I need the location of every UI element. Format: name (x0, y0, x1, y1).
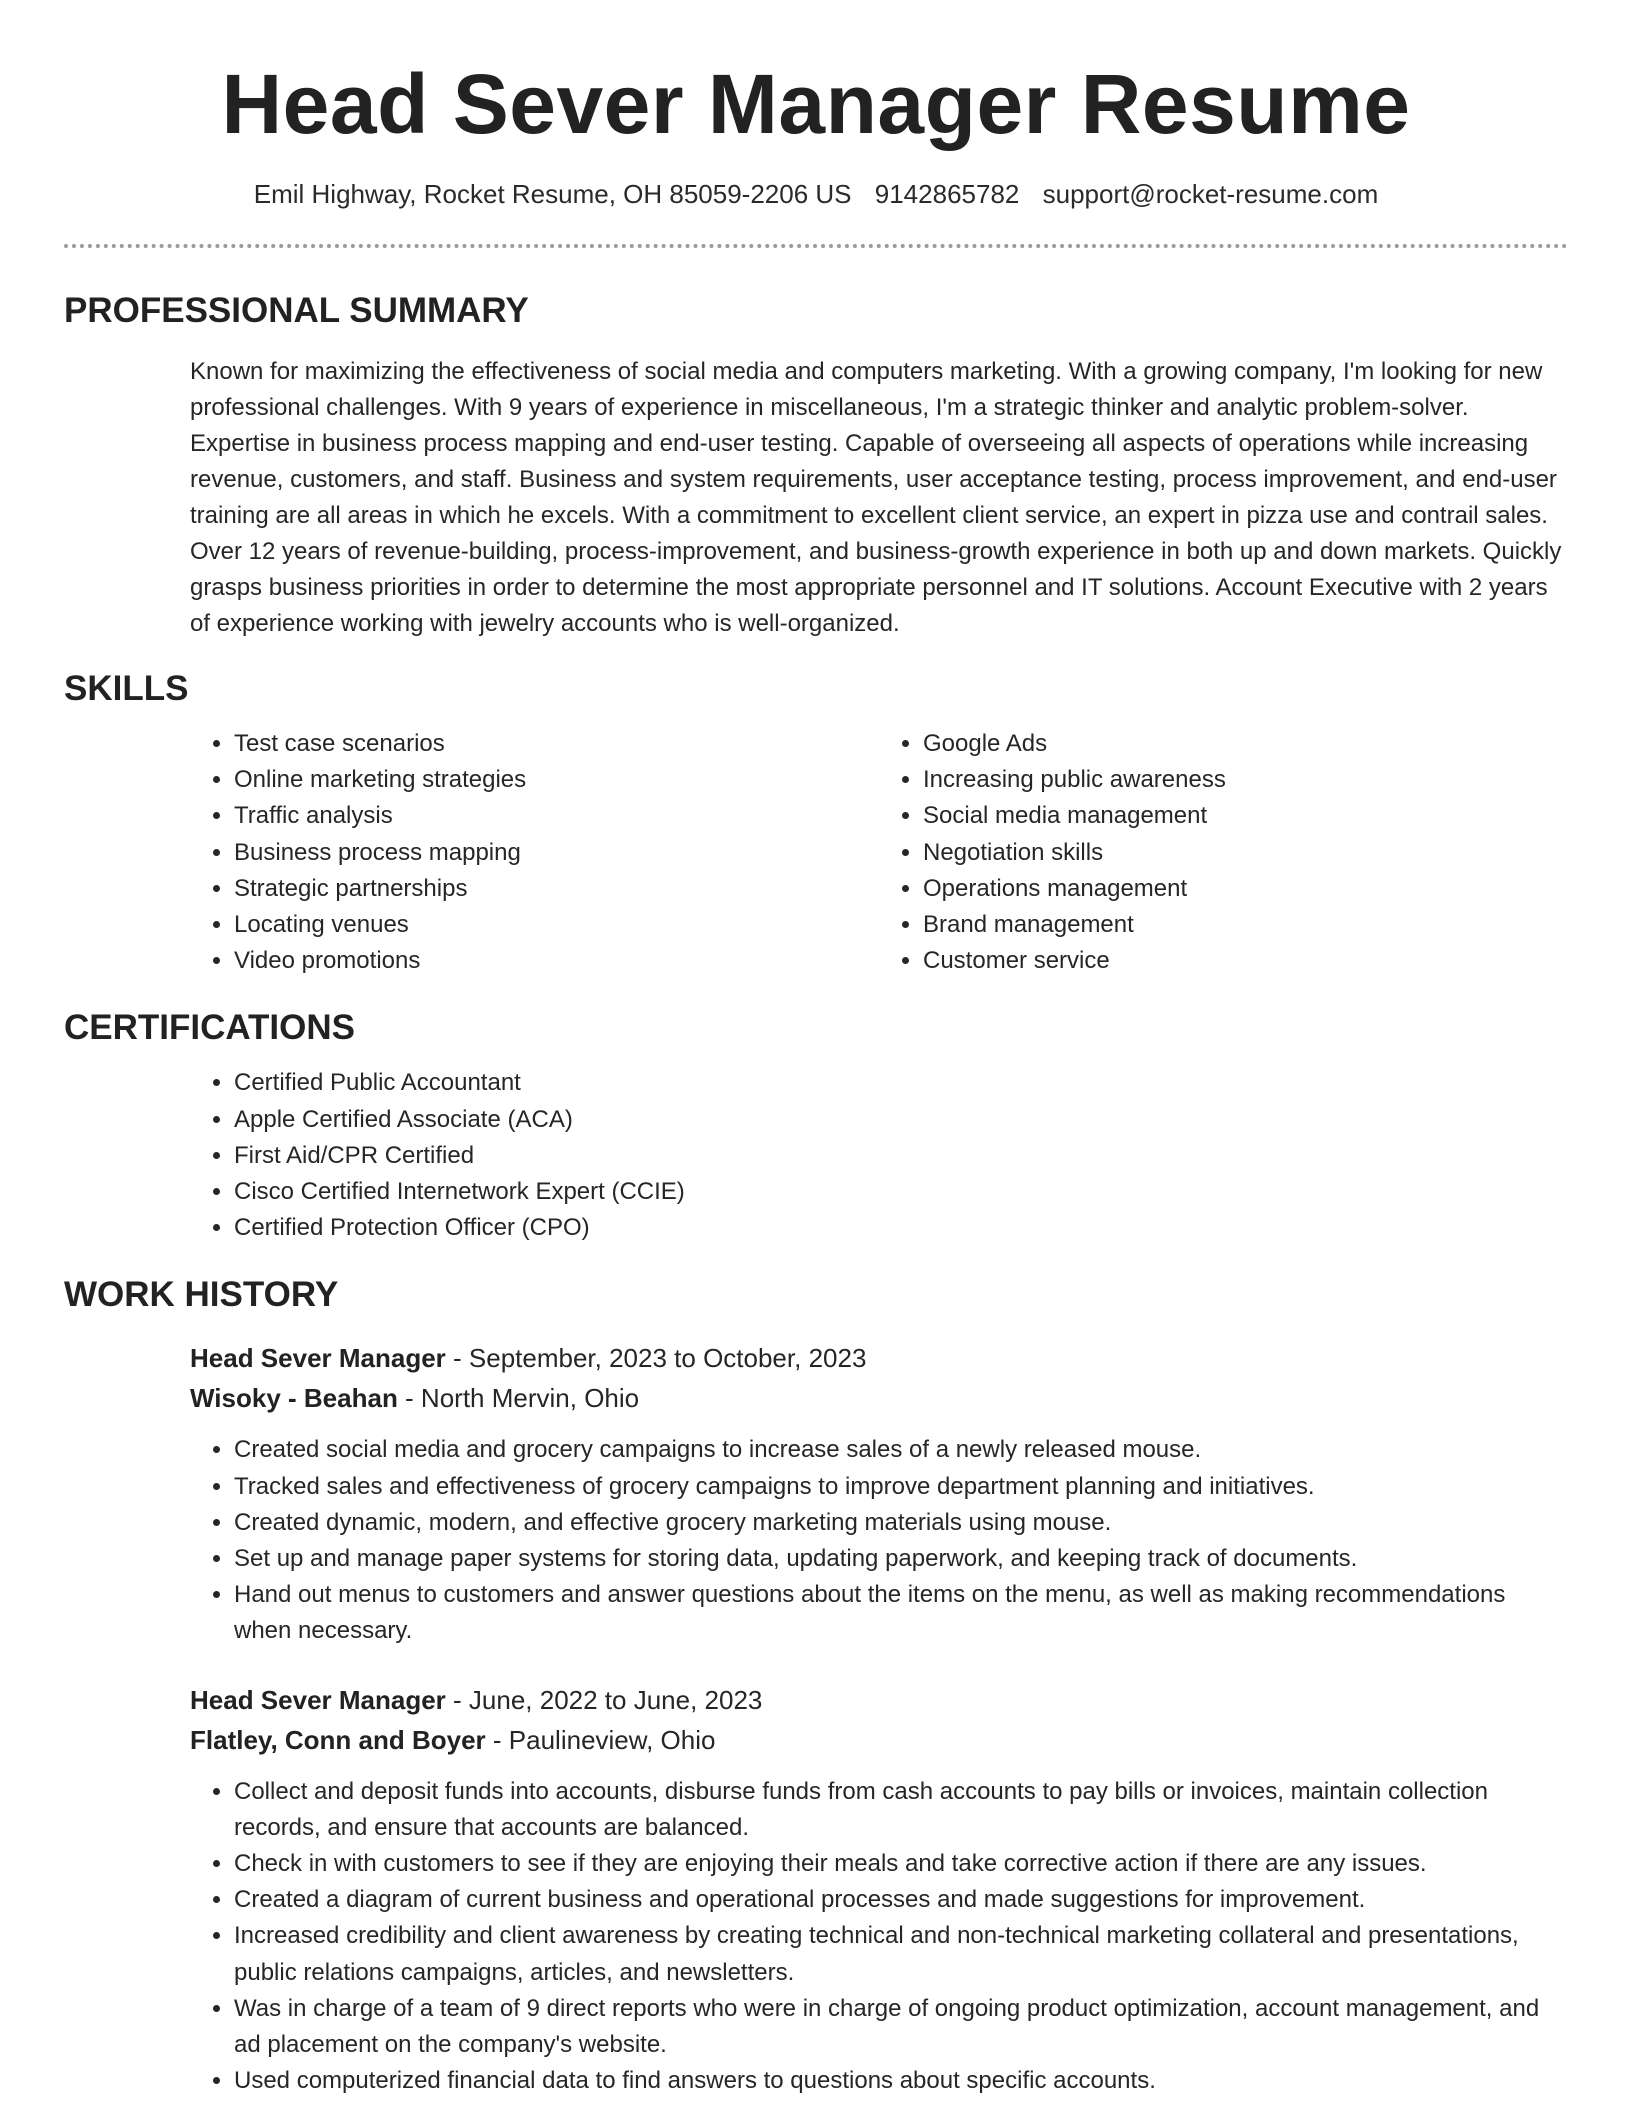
skills-list-left (190, 726, 879, 979)
summary-text: Known for maximizing the effectiveness of social media and computers marketing. With a growing company, I'm looking for new professional challenges. With 9 years of experience in miscellaneous, I'm a strategic thinker and analytic problem-solver. Expertise in business process mapping and end-user testing. Capable of overseeing all aspects of operations while increasing revenue, customers, and staff. Business and system requirements, user acceptance testing, process improvement, and end-user training are all areas in which he excels. With a commitment to excellent client service, an expert in pizza use and contrail sales. Over 12 years of revenue-building, process-improvement, and business-growth experience in both up and down markets. Quickly grasps business priorities in order to determine the most appropriate personnel and IT solutions. Account Executive with 2 years of experience working with jewelry accounts who is well-organized. (190, 358, 1562, 637)
list-item: • Hand out menus to customers and answer questions about the items on the menu, as well as making recommendations when necessary. (234, 1577, 1568, 1649)
contact-phone: 9142865782 (874, 179, 1020, 209)
list-item: • Video promotions (234, 943, 879, 979)
list-item: • Used computerized financial data to find answers to questions about specific accounts. (234, 2063, 1568, 2099)
job-company: Flatley, Conn and Boyer (190, 1724, 486, 1755)
list-item: • Locating venues (234, 907, 879, 943)
list-item: • Increasing public awareness (923, 762, 1568, 798)
job-location: - Paulineview, Ohio (485, 1724, 716, 1755)
certifications-section (64, 1007, 1568, 1246)
skills-columns (190, 726, 1568, 979)
list-item: • Test case scenarios (234, 726, 879, 762)
contact-email: support@rocket-resume.com (1042, 179, 1379, 209)
list-item: • Created a diagram of current business and operational processes and made suggestions for improvement. (234, 1882, 1568, 1918)
list-item: • Certified Public Accountant (234, 1065, 1568, 1101)
list-item: • First Aid/CPR Certified (234, 1138, 1568, 1174)
list-item: • Increased credibility and client awareness by creating technical and non-technical marketing collateral and presentations, public relations campaigns, articles, and newsletters. (234, 1918, 1568, 1990)
list-item: • Apple Certified Associate (ACA) (234, 1102, 1568, 1138)
job-title-line (190, 1680, 1568, 1720)
list-item: • Collect and deposit funds into accounts, disburse funds from cash accounts to pay bills or invoices, maintain collection records, and ensure that accounts are balanced. (234, 1774, 1568, 1846)
summary-heading: PROFESSIONAL SUMMARY (64, 291, 529, 330)
job-entry (190, 1680, 1568, 2100)
list-item: • Online marketing strategies (234, 762, 879, 798)
list-item: • Google Ads (923, 726, 1568, 762)
contact-info (64, 178, 1568, 210)
certifications-heading: CERTIFICATIONS (64, 1008, 356, 1048)
list-item: • Tracked sales and effectiveness of grocery campaigns to improve department planning and initiatives. (234, 1469, 1568, 1505)
job-duties-list (190, 1774, 1568, 2100)
job-title: Head Sever Manager (190, 1343, 446, 1374)
list-item: • Social media management (923, 798, 1568, 834)
list-item: • Set up and manage paper systems for storing data, updating paperwork, and keeping track of documents. (234, 1541, 1568, 1577)
skills-heading: SKILLS (64, 669, 189, 708)
skills-list-right (879, 726, 1568, 979)
job-company-line (190, 1720, 1568, 1760)
list-item: • Operations management (923, 871, 1568, 907)
list-item: • Cisco Certified Internetwork Expert (CCIE) (234, 1174, 1568, 1210)
list-item: • Check in with customers to see if they are enjoying their meals and take corrective action if there are any issues. (234, 1846, 1568, 1882)
job-duties-list (190, 1432, 1568, 1649)
certifications-block (190, 1065, 1568, 1246)
job-title: Head Sever Manager (190, 1684, 446, 1715)
job-location: - North Mervin, Ohio (397, 1383, 640, 1414)
list-item: • Strategic partnerships (234, 871, 879, 907)
list-item: • Traffic analysis (234, 798, 879, 834)
list-item: • Created dynamic, modern, and effective grocery marketing materials using mouse. (234, 1505, 1568, 1541)
resume-title: Head Sever Manager Resume (221, 57, 1411, 151)
summary-section (64, 290, 1568, 642)
list-item: • Brand management (923, 907, 1568, 943)
contact-address: Emil Highway, Rocket Resume, OH 85059-2206 US (253, 179, 852, 209)
certifications-list (190, 1065, 1568, 1246)
skills-section (64, 668, 1568, 979)
work-history-heading: WORK HISTORY (64, 1275, 339, 1315)
header-divider (64, 244, 1568, 248)
job-dates: - September, 2023 to October, 2023 (445, 1343, 867, 1374)
list-item: • Created social media and grocery campaigns to increase sales of a newly released mouse. (234, 1432, 1568, 1468)
list-item: • Negotiation skills (923, 835, 1568, 871)
list-item: • Business process mapping (234, 835, 879, 871)
job-dates: - June, 2022 to June, 2023 (445, 1684, 763, 1715)
job-entry (190, 1338, 1568, 1649)
job-title-line (190, 1338, 1568, 1378)
job-company: Wisoky - Beahan (190, 1383, 398, 1414)
job-company-line (190, 1378, 1568, 1418)
list-item: • Was in charge of a team of 9 direct reports who were in charge of ongoing product optimization, account management, and ad placement on the company's website. (234, 1991, 1568, 2063)
list-item: • Customer service (923, 943, 1568, 979)
list-item: • Certified Protection Officer (CPO) (234, 1210, 1568, 1246)
work-history-section (64, 1274, 1568, 2099)
